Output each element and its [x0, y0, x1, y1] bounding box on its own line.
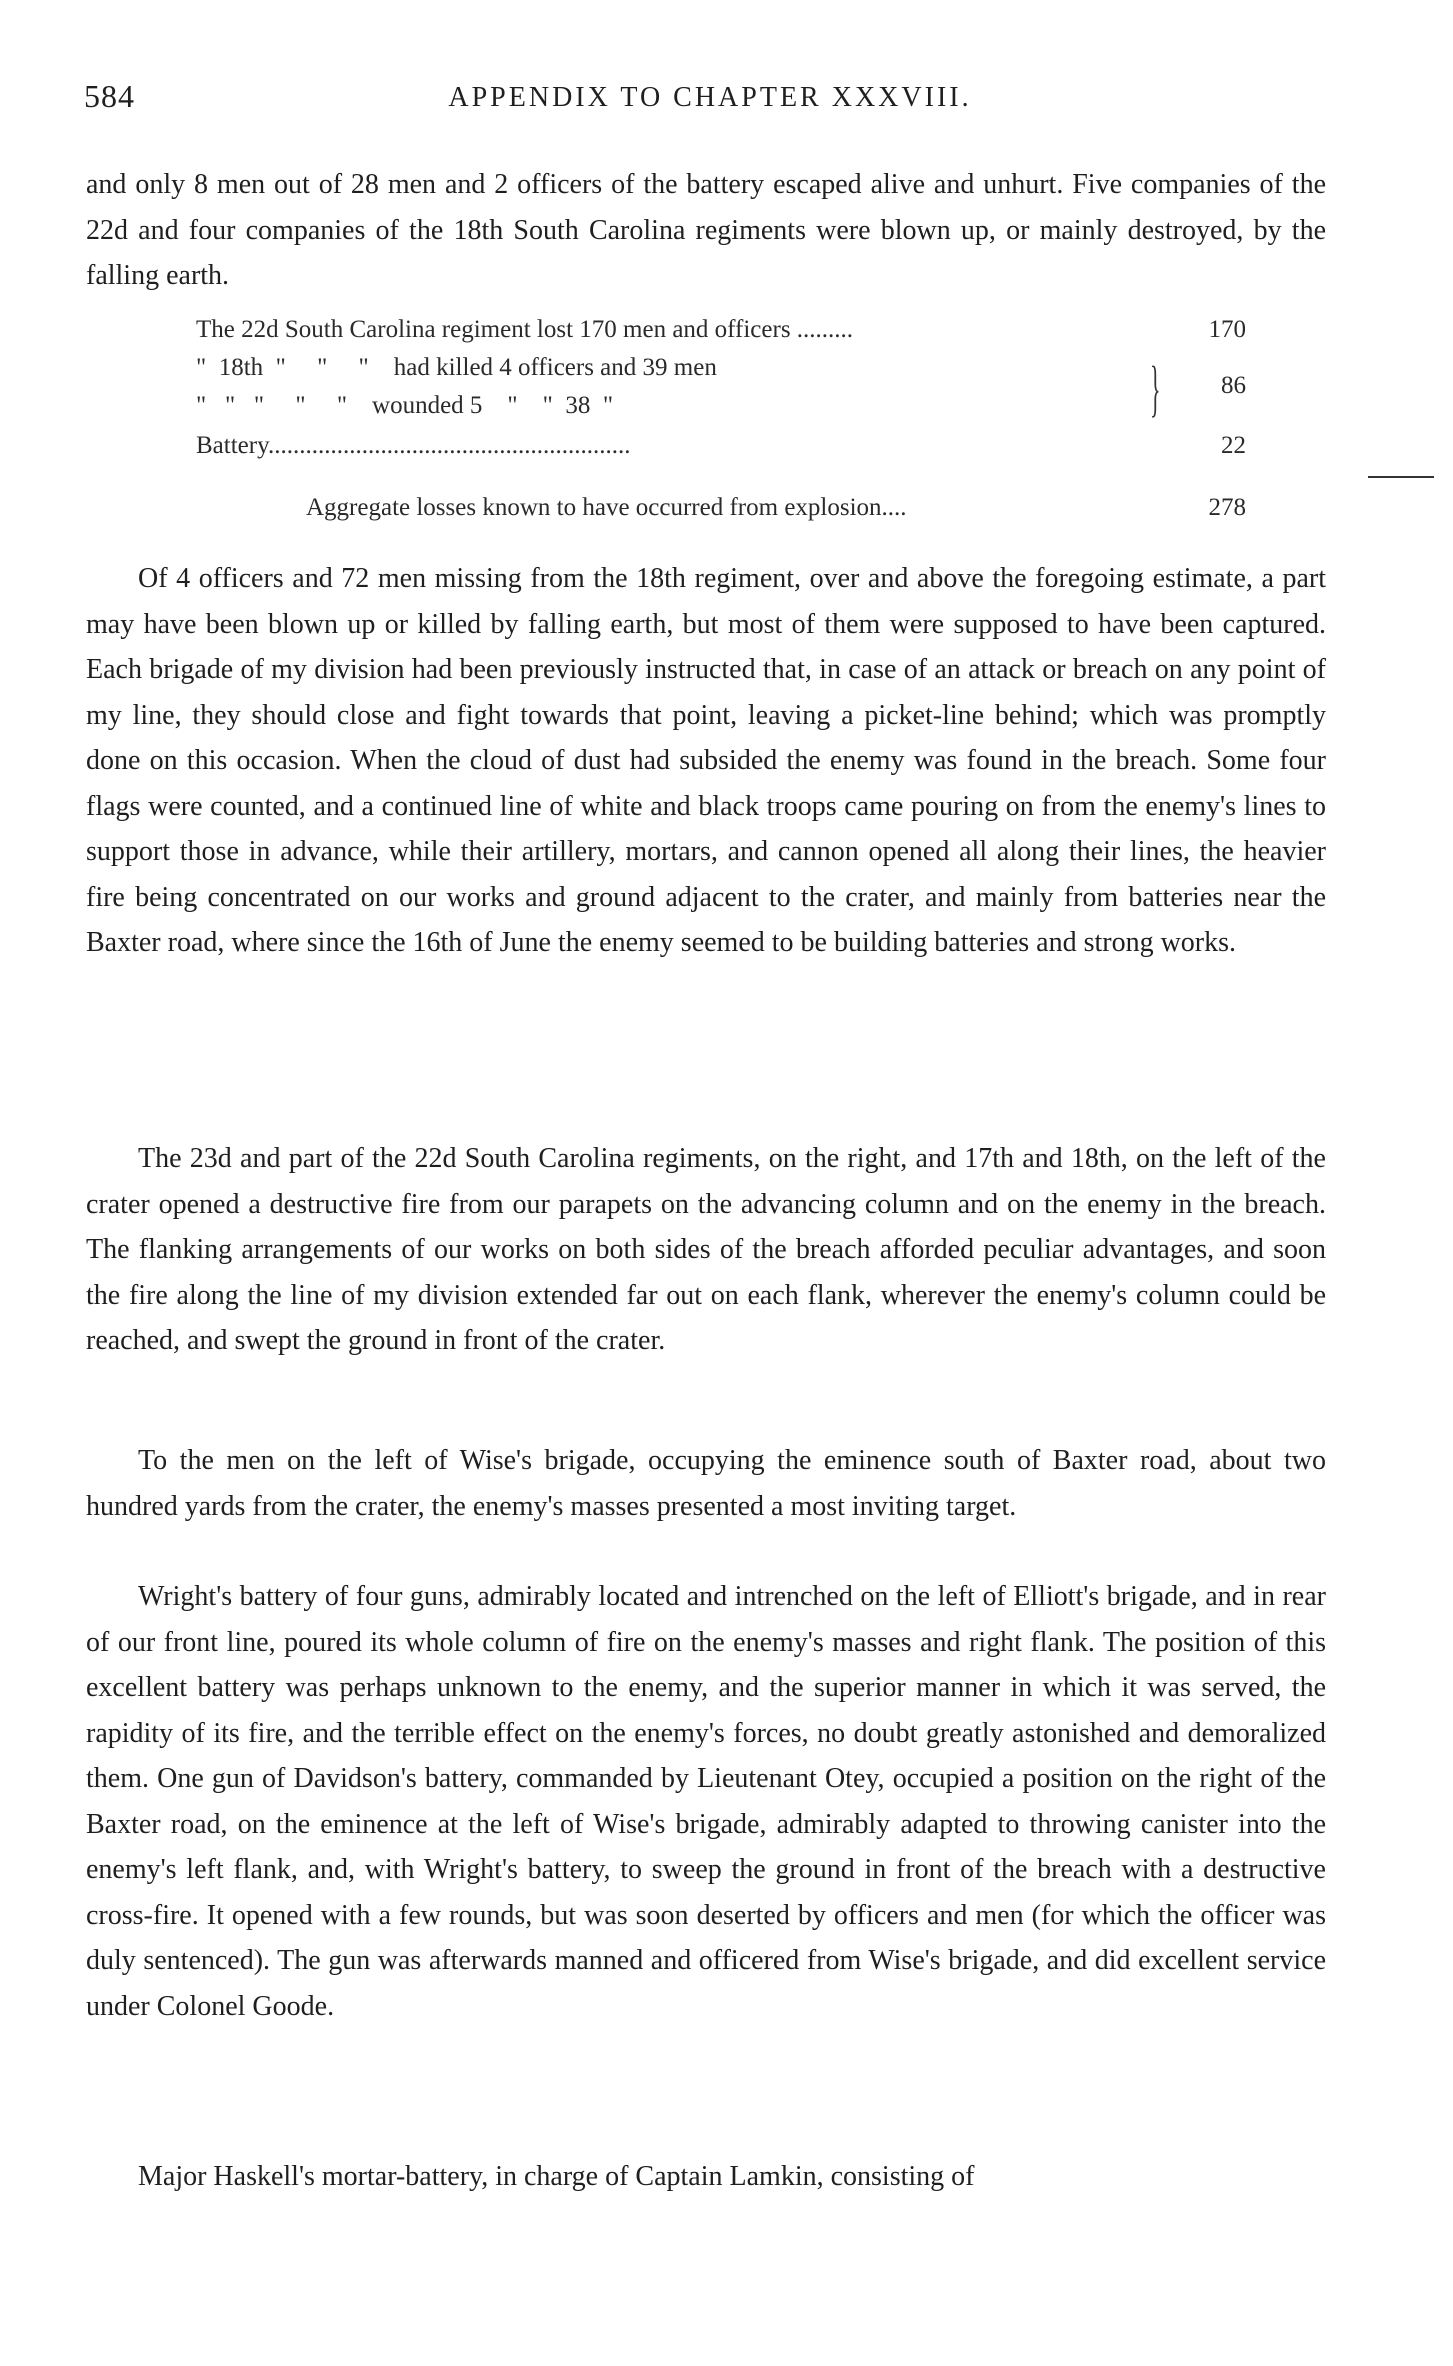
loss-row-22d	[196, 316, 1246, 352]
loss-total-value: 278	[1208, 494, 1246, 521]
loss-row-label: The 22d South Carolina regiment lost 170 men and officers .........	[196, 316, 854, 343]
sum-rule	[1368, 476, 1434, 478]
loss-total-row	[306, 494, 1246, 530]
paragraph-missing-officers: Of 4 officers and 72 men missing from the 18th regiment, over and above the foregoing estimate, a part may have been blown up or killed by falling earth, but most of them were supposed to have been captured. Each brigade of my division had been previously instructed that, in case of an attack or breach on any point of my line, they should close and fight towards that point, leaving a picket-line behind; which was promptly done on this occasion. When the cloud of dust had subsided the enemy was found in the breach. Some four flags were counted, and a continued line of white and black troops came pouring on from the enemy's lines to support those in advance, while their artillery, mortars, and cannon opened all along their lines, the heavier fire being concentrated on our works and ground adjacent to the crater, and mainly from batteries near the Baxter road, where since the 16th of June the enemy seemed to be building batteries and strong works.	[86, 563, 1326, 958]
loss-row-label: " " " " " wounded 5 " " 38 "	[196, 392, 614, 419]
loss-row-value: 22	[1221, 432, 1246, 459]
loss-row-label: Battery..........................................................	[196, 432, 631, 459]
loss-row-battery	[196, 432, 1246, 468]
bracket-brace: }	[1150, 355, 1161, 423]
intro-paragraph: and only 8 men out of 28 men and 2 officers of the battery escaped alive and unhurt. Five companies of the 22d and four companies of the 18th South Carolina regiments were blown up, or mainly destroyed, by the falling earth.	[86, 169, 1326, 291]
page-header	[84, 78, 1336, 128]
page-number: 584	[84, 78, 135, 114]
loss-row-value: 170	[1208, 316, 1246, 343]
paragraph-wise-brigade: To the men on the left of Wise's brigade, occupying the eminence south of Baxter road, about two hundred yards from the crater, the enemy's masses presented a most inviting target.	[86, 1445, 1326, 1522]
loss-row-label: " 18th " " " had killed 4 officers and 39 men	[196, 354, 717, 381]
paragraph-wright-battery: Wright's battery of four guns, admirably located and intrenched on the left of Elliott's brigade, and in rear of our front line, poured its whole column of fire on the enemy's masses and right flank. The position of this excellent battery was perhaps unknown to the enemy, and the superior manner in which it was served, the rapidity of its fire, and the terrible effect on the enemy's forces, no doubt greatly astonished and demoralized them. One gun of Davidson's battery, commanded by Lieutenant Otey, occupied a position on the right of the Baxter road, on the eminence at the left of Wise's brigade, admirably adapted to throwing canister into the enemy's left flank, and, with Wright's battery, to sweep the ground in front of the breach with a destructive cross-fire. It opened with a few rounds, but was soon deserted by officers and men (for which the officer was duly sentenced). The gun was afterwards manned and officered from Wise's brigade, and did excellent service under Colonel Goode.	[86, 1581, 1326, 2022]
loss-row-18th-wounded	[196, 392, 1246, 428]
paragraph-23d-regiments: The 23d and part of the 22d South Carolina regiments, on the right, and 17th and 18th, on the left of the crater opened a destructive fire from our parapets on the advancing column and on the enemy in the breach. The flanking arrangements of our works on both sides of the breach afforded peculiar advantages, and soon the fire along the line of my division extended far out on each flank, wherever the enemy's column could be reached, and swept the ground in front of the crater.	[86, 1143, 1326, 1356]
loss-total-label: Aggregate losses known to have occurred from explosion....	[306, 494, 907, 521]
bracket-value: 86	[1221, 372, 1246, 399]
paragraph-haskell-battery: Major Haskell's mortar-battery, in charge of Captain Lamkin, consisting of	[138, 2161, 975, 2192]
bracket-total	[1186, 372, 1246, 408]
running-head: APPENDIX TO CHAPTER XXXVIII.	[448, 82, 972, 113]
loss-row-18th-killed	[196, 354, 1246, 390]
